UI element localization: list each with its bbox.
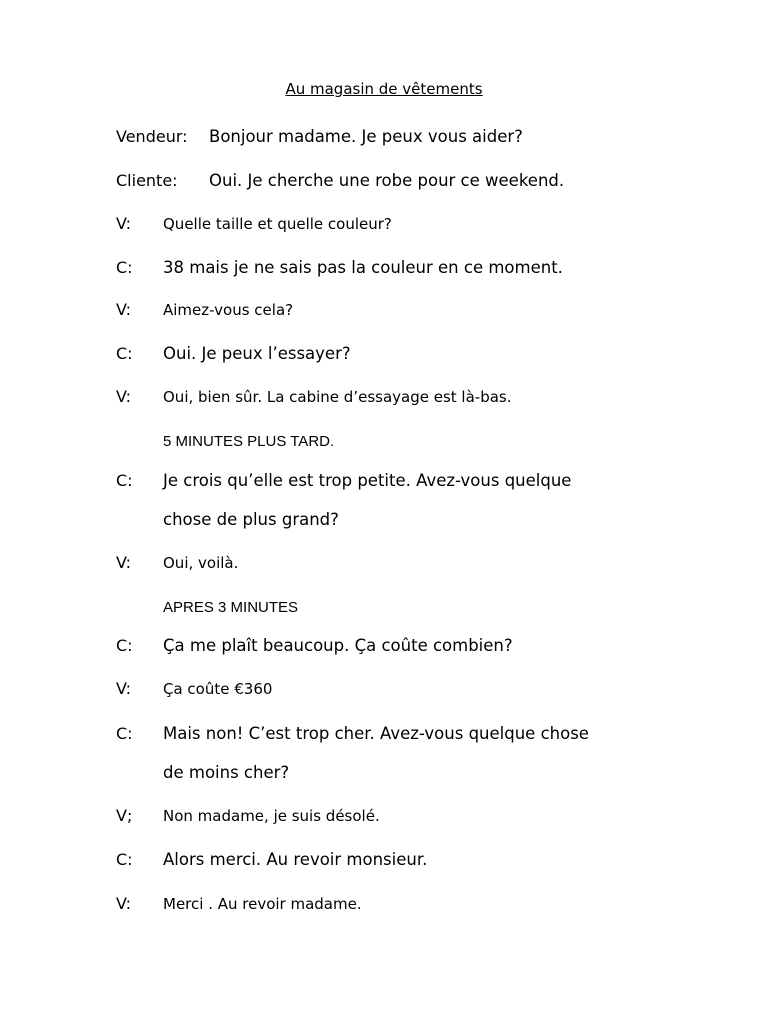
dialogue-line — [0, 125, 768, 149]
speaker-label: V: — [116, 553, 132, 572]
document-title: Au magasin de vêtements — [285, 80, 483, 98]
dialogue-continuation — [0, 761, 768, 785]
dialogue-text: Oui. Je peux l’essayer? — [163, 344, 351, 363]
dialogue-text: Mais non! C’est trop cher. Avez-vous quelque chose — [163, 724, 589, 743]
dialogue-text: Quelle taille et quelle couleur? — [163, 215, 392, 233]
stage-direction-text: 5 MINUTES PLUS TARD. — [163, 433, 335, 450]
dialogue-line — [0, 469, 768, 493]
dialogue-text: Non madame, je suis désolé. — [163, 807, 380, 825]
speaker-label: C: — [116, 258, 133, 277]
dialogue-line — [0, 722, 768, 746]
dialogue-line — [0, 892, 768, 916]
dialogue-text: 38 mais je ne sais pas la couleur en ce moment. — [163, 258, 563, 277]
dialogue-text: Ça coûte €360 — [163, 680, 273, 698]
speaker-label: C: — [116, 471, 133, 490]
speaker-label: C: — [116, 850, 133, 869]
dialogue-continuation — [0, 508, 768, 532]
speaker-label: C: — [116, 724, 133, 743]
stage-direction — [0, 430, 768, 454]
dialogue-text: Bonjour madame. Je peux vous aider? — [209, 127, 523, 146]
speaker-label: C: — [116, 636, 133, 655]
dialogue-line — [0, 385, 768, 409]
dialogue-line — [0, 677, 768, 701]
dialogue-line — [0, 804, 768, 828]
speaker-label: V: — [116, 300, 132, 319]
dialogue-line — [0, 551, 768, 575]
dialogue-line — [0, 634, 768, 658]
speaker-label: V; — [116, 806, 133, 825]
dialogue-line — [0, 342, 768, 366]
speaker-label: Vendeur: — [116, 127, 188, 146]
dialogue-text: Oui. Je cherche une robe pour ce weekend. — [209, 171, 565, 190]
dialogue-text: chose de plus grand? — [163, 510, 339, 529]
dialogue-text: Oui, bien sûr. La cabine d’essayage est là-bas. — [163, 388, 512, 406]
speaker-label: V: — [116, 894, 132, 913]
dialogue-text: Oui, voilà. — [163, 554, 239, 572]
dialogue-text: Ça me plaît beaucoup. Ça coûte combien? — [163, 636, 513, 655]
speaker-label: V: — [116, 387, 132, 406]
dialogue-text: Alors merci. Au revoir monsieur. — [163, 850, 428, 869]
dialogue-line — [0, 256, 768, 280]
dialogue-text: Aimez-vous cela? — [163, 301, 294, 319]
dialogue-text: de moins cher? — [163, 763, 290, 782]
speaker-label: V: — [116, 214, 132, 233]
dialogue-line — [0, 298, 768, 322]
dialogue-text: Je crois qu’elle est trop petite. Avez-vous quelque — [163, 471, 572, 490]
dialogue-line — [0, 169, 768, 193]
dialogue-line — [0, 212, 768, 236]
stage-direction-text: APRES 3 MINUTES — [163, 599, 299, 616]
speaker-label: C: — [116, 344, 133, 363]
speaker-label: V: — [116, 679, 132, 698]
dialogue-line — [0, 848, 768, 872]
dialogue-text: Merci . Au revoir madame. — [163, 895, 362, 913]
stage-direction — [0, 596, 768, 620]
speaker-label: Cliente: — [116, 171, 178, 190]
